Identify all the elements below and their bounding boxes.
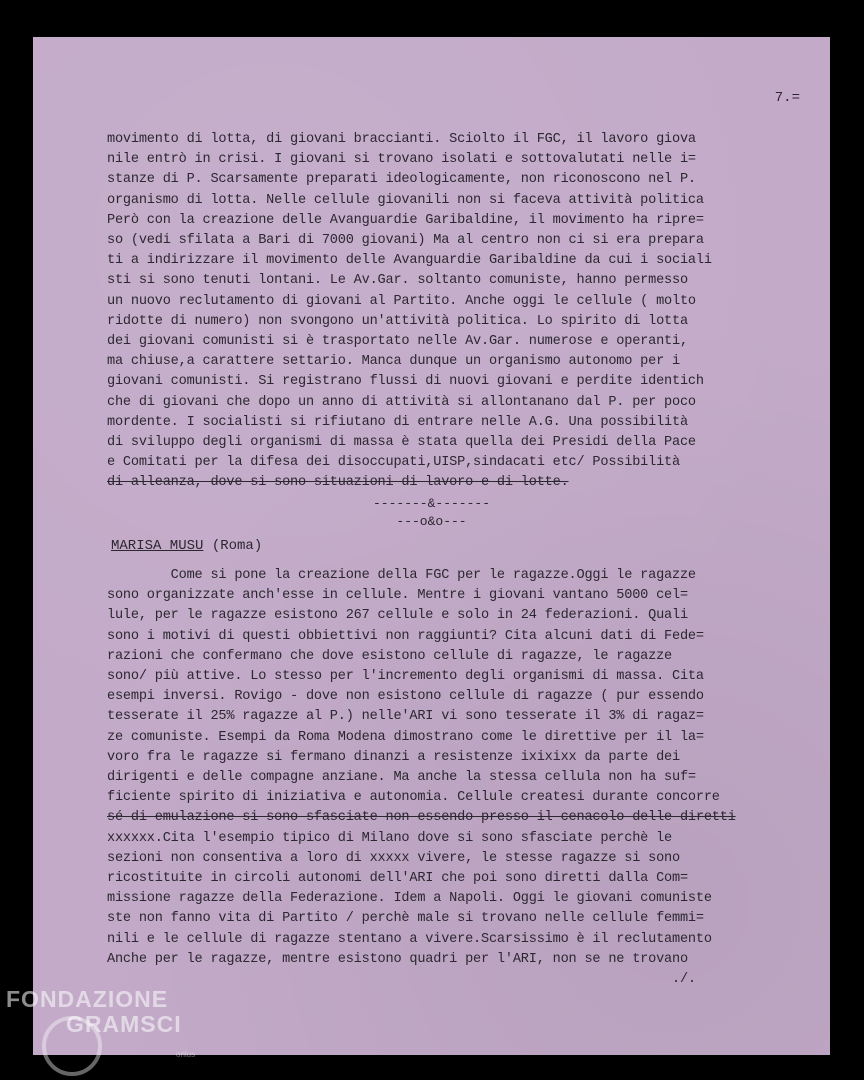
text-line: ricostituite in circoli autonomi dell'ARI che poi sono diretti dalla Com= bbox=[107, 871, 688, 887]
text-line: movimento di lotta, di giovani braccianti. Sciolto il FGC, il lavoro giova bbox=[107, 132, 696, 147]
text-line: esempi inversi. Rovigo - dove non esistono cellule di ragazze ( pur essendo bbox=[107, 689, 704, 705]
author-city: (Roma) bbox=[203, 538, 263, 554]
text-line: voro fra le ragazze si fermano dinanzi a resistenze ixixixx da parte dei bbox=[107, 749, 680, 765]
text-line: di alleanza, dove si sono situazioni di lavoro e di lotte. bbox=[107, 475, 569, 491]
watermark-small: onlus bbox=[176, 1050, 196, 1059]
text-line: ridotte di numero) non svongono un'attività politica. Lo spirito di lotta bbox=[107, 313, 688, 329]
paragraph-1 bbox=[107, 130, 823, 494]
text-line: ma chiuse,a carattere settario. Manca dunque un organismo autonomo per i bbox=[107, 354, 680, 370]
watermark-logo bbox=[6, 986, 196, 1059]
text-line: tesserate il 25% ragazze al P.) nelle'ARI vi sono tesserate il 3% di ragaz= bbox=[107, 709, 704, 725]
watermark-line-2: GRAMSCI bbox=[66, 1011, 182, 1037]
text-line: e Comitati per la difesa dei disoccupati,UISP,sindacati etc/ Possibilità bbox=[107, 455, 680, 471]
text-line: un nuovo reclutamento di giovani al Partito. Anche oggi le cellule ( molto bbox=[107, 293, 696, 309]
watermark-line-1: FONDAZIONE bbox=[6, 986, 169, 1012]
author-heading bbox=[111, 538, 262, 554]
text-line: mordente. I socialisti si rifiutano di entrare nelle A.G. Una possibilità bbox=[107, 414, 688, 430]
watermark-circle-icon bbox=[42, 1016, 102, 1076]
text-line: dei giovani comunisti si è trasportato nelle Av.Gar. numerose e operanti, bbox=[107, 334, 688, 350]
separator-1: -------&------- bbox=[372, 496, 491, 511]
author-name: MARISA MUSU bbox=[111, 538, 204, 554]
text-line: razioni che confermano che dove esistono cellule di ragazze, le ragazze bbox=[107, 648, 672, 664]
text-line: sono/ più attive. Lo stesso per l'incremento degli organismi di massa. Cita bbox=[107, 669, 704, 685]
text-line: giovani comunisti. Si registrano flussi di nuovi giovani e perdite identich bbox=[107, 374, 704, 390]
text-line: che di giovani che dopo un anno di attività si allontanano dal P. per poco bbox=[107, 394, 696, 410]
text-line: nile entrò in crisi. I giovani si trovano isolati e sottovalutati nelle i= bbox=[107, 152, 696, 168]
text-line: stanze di P. Scarsamente preparati ideologicamente, non riconoscono nel P. bbox=[107, 172, 696, 188]
text-line: dirigenti e delle compagne anziane. Ma anche la stessa cellula non ha suf= bbox=[107, 770, 696, 786]
text-line: sono organizzate anch'esse in cellule. Mentre i giovani vantano 5000 cel= bbox=[107, 588, 688, 604]
paragraph-2 bbox=[107, 566, 823, 990]
separator-2: ---o&o--- bbox=[396, 514, 467, 529]
text-line: Però con la creazione delle Avanguardie Garibaldine, il movimento ha ripre= bbox=[107, 212, 704, 228]
document-sheet bbox=[33, 37, 830, 1055]
text-line: ze comuniste. Esempi da Roma Modena dimostrano come le direttive per il la= bbox=[107, 729, 704, 745]
text-line: nili e le cellule di ragazze stentano a vivere.Scarsissimo è il reclutamento bbox=[107, 931, 712, 947]
text-line: so (vedi sfilata a Bari di 7000 giovani) Ma al centro non ci si era prepara bbox=[107, 233, 704, 249]
text-line: sono i motivi di questi obbiettivi non raggiunti? Cita alcuni dati di Fede= bbox=[107, 628, 704, 644]
text-line: ficiente spirito di iniziativa e autonomia. Cellule createsi durante concorre bbox=[107, 790, 720, 806]
text-line: missione ragazze della Federazione. Idem a Napoli. Oggi le giovani comuniste bbox=[107, 891, 712, 907]
text-line: sé di emulazione si sono sfasciate non essendo presso il cenacolo delle diretti bbox=[107, 810, 736, 826]
text-line: di sviluppo degli organismi di massa è stata quella dei Presidi della Pace bbox=[107, 435, 696, 451]
text-line: sti si sono tenuti lontani. Le Av.Gar. soltanto comuniste, hanno permesso bbox=[107, 273, 688, 289]
text-line: sezioni non consentiva a loro di xxxxx vivere, le stesse ragazze si sono bbox=[107, 850, 680, 866]
page-number: 7.= bbox=[774, 90, 800, 106]
text-line: ./. bbox=[107, 972, 696, 988]
text-line: ste non fanno vita di Partito / perchè male si trovano nelle cellule femmi= bbox=[107, 911, 704, 927]
text-line: Come si pone la creazione della FGC per le ragazze.Oggi le ragazze bbox=[107, 568, 696, 583]
text-line: Anche per le ragazze, mentre esistono quadri per l'ARI, non se ne trovano bbox=[107, 951, 688, 967]
text-line: lule, per le ragazze esistono 267 cellule e solo in 24 federazioni. Quali bbox=[107, 608, 688, 624]
text-line: xxxxxx.Cita l'esempio tipico di Milano dove si sono sfasciate perchè le bbox=[107, 830, 672, 846]
text-line: organismo di lotta. Nelle cellule giovanili non si faceva attività politica bbox=[107, 192, 704, 208]
text-line: ti a indirizzare il movimento delle Avanguardie Garibaldine da cui i sociali bbox=[107, 253, 712, 269]
